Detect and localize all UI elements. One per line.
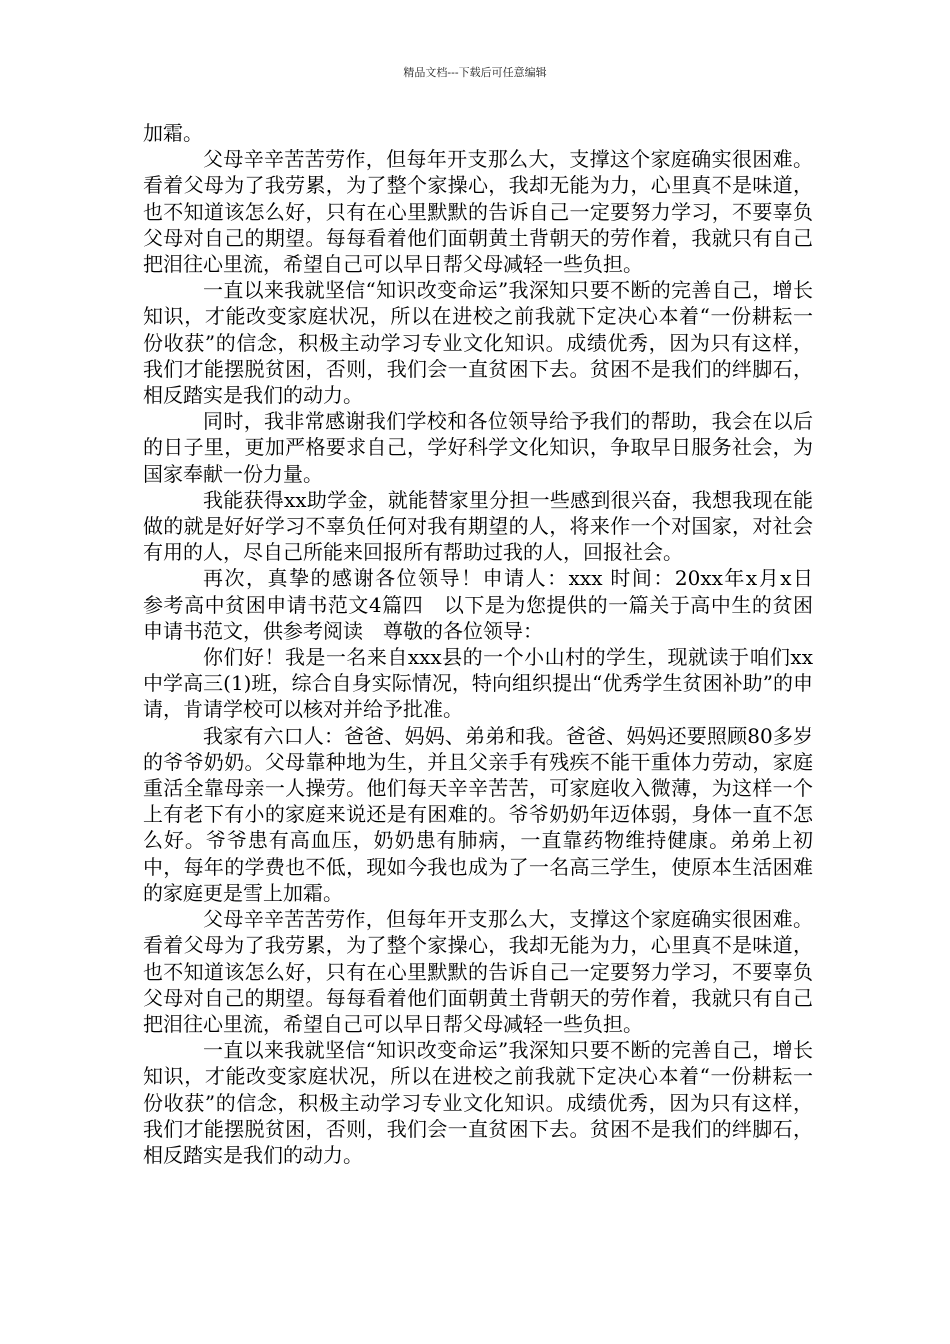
paragraph: 同时，我非常感谢我们学校和各位领导给予我们的帮助，我会在以后的日子里，更加严格要求自己，学好科学文化知识，争取早日服务社会，为国家奉献一份力量。 (143, 409, 813, 486)
paragraph: 我家有六口人：爸爸、妈妈、弟弟和我。爸爸、妈妈还要照顾80多岁的爷爷奶奶。父母靠种地为生，并且父亲手有残疾不能干重体力劳动，家庭重活全靠母亲一人操劳。他们每天辛辛苦苦，可家庭收入微薄，为这样一个上有老下有小的家庭来说还是有困难的。爷爷奶奶年迈体弱，身体一直不怎么好。爷爷患有高血压，奶奶患有肺病，一直靠药物维持健康。弟弟上初中，每年的学费也不低，现如今我也成为了一名高三学生，使原本生活困难的家庭更是雪上加霜。 (143, 723, 813, 905)
paragraph: 加霜。 (143, 121, 203, 145)
paragraph: 一直以来我就坚信“知识改变命运”我深知只要不断的完善自己，增长知识，才能改变家庭状况，所以在进校之前我就下定决心本着“一份耕耘一份收获”的信念，积极主动学习专业文化知识。成绩优秀，因为只有这样，我们才能摆脱贫困，否则，我们会一直贫困下去。贫困不是我们的绊脚石，相反踏实是我们的动力。 (143, 278, 813, 408)
paragraph: 一直以来我就坚信“知识改变命运”我深知只要不断的完善自己，增长知识，才能改变家庭状况，所以在进校之前我就下定决心本着“一份耕耘一份收获”的信念，积极主动学习专业文化知识。成绩优秀，因为只有这样，我们才能摆脱贫困，否则，我们会一直贫困下去。贫困不是我们的绊脚石，相反踏实是我们的动力。 (143, 1038, 813, 1167)
paragraph: 再次，真挚的感谢各位领导！申请人：xxx 时间：20xx年x月x日 参考高中贫困申请书范文4篇四 以下是为您提供的一篇关于高中生的贫困申请书范文，供参考阅读 尊敬的各位领导： (143, 566, 833, 643)
paragraph: 父母辛辛苦苦劳作，但每年开支那么大，支撑这个家庭确实很困难。看着父母为了我劳累，为了整个家操心，我却无能为力，心里真不是味道，也不知道该怎么好，只有在心里默默的告诉自己一定要努力学习，不要辜负父母对自己的期望。每每看着他们面朝黄土背朝天的劳作着，我就只有自己把泪往心里流，希望自己可以早日帮父母减轻一些负担。 (143, 907, 813, 1036)
paragraph: 我能获得xx助学金，就能替家里分担一些感到很兴奋，我想我现在能做的就是好好学习不辜负任何对我有期望的人，将来作一个对国家，对社会有用的人，尽自己所能来回报所有帮助过我的人，回报社会。 (143, 487, 813, 565)
document-body (143, 120, 833, 1168)
page-header: 精品文档---下载后可任意编辑 (403, 66, 547, 79)
paragraph: 父母辛辛苦苦劳作，但每年开支那么大，支撑这个家庭确实很困难。看着父母为了我劳累，为了整个家操心，我却无能为力，心里真不是味道，也不知道该怎么好，只有在心里默默的告诉自己一定要努力学习，不要辜负父母对自己的期望。每每看着他们面朝黄土背朝天的劳作着，我就只有自己把泪往心里流，希望自己可以早日帮父母减轻一些负担。 (143, 147, 813, 277)
paragraph: 你们好！我是一名来自xxx县的一个小山村的学生，现就读于咱们xx中学高三(1)班，综合自身实际情况，特向组织提出“优秀学生贫困补助”的申请，肯请学校可以核对并给予批准。 (143, 645, 813, 722)
